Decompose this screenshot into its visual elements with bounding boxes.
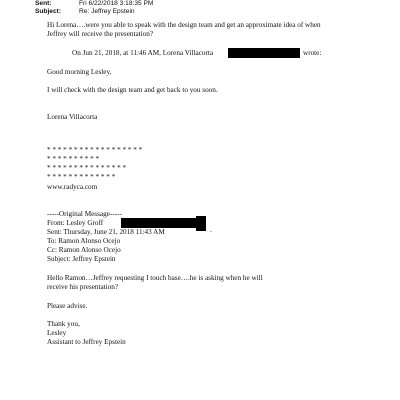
- original-from: From: Lesley Groff: [47, 219, 104, 227]
- original-body-line-2: receive his presentation?: [47, 283, 119, 291]
- body-line-2: Jeffrey will receive the presentation?: [47, 30, 154, 38]
- sent-label: Sent:: [35, 0, 52, 7]
- original-sent: Sent: Thursday, June 21, 2018 11:43 AM: [47, 228, 165, 236]
- original-subject: Subject: Jeffrey Epstein: [47, 255, 116, 263]
- original-body-line-1: Hello Ramon…Jeffrey requesting I touch base….he is asking when he will: [47, 274, 263, 282]
- signer-name: Lorena Villacorta: [47, 113, 98, 121]
- original-cc: Cc: Ramon Alonso Ocejo: [47, 246, 121, 254]
- star-line-1: * * * * * * * * * * * * * * * * * *: [47, 146, 143, 154]
- stray-mark: .: [210, 226, 212, 234]
- reply-text: I will check with the design team and get back to you soon.: [47, 86, 218, 94]
- subject-header-row: [35, 7, 135, 16]
- redaction-from-end: [196, 216, 206, 231]
- quote-intro: On Jun 21, 2018, at 11:46 AM, Lorena Villacorta: [72, 49, 214, 57]
- original-message-title: -----Original Message-----: [47, 210, 122, 218]
- sent-value: Fri 6/22/2018 3:18:35 PM: [79, 0, 154, 7]
- original-to: To: Ramon Alonso Ocejo: [47, 237, 121, 245]
- star-line-2: * * * * * * * * * *: [47, 155, 100, 163]
- website-link[interactable]: www.radyca.com: [47, 183, 98, 191]
- closing-name: Lesley: [47, 329, 67, 337]
- star-line-3: * * * * * * * * * * * * * * *: [47, 164, 127, 172]
- star-line-4: * * * * * * * * * * * * *: [47, 173, 116, 181]
- please-advise: Please advise.: [47, 302, 88, 310]
- redaction-email: [228, 48, 300, 58]
- subject-value: Re: Jeffrey Epstein: [79, 8, 135, 15]
- closing-role: Assistant to Jeffrey Epstein: [47, 338, 126, 346]
- redaction-from: [121, 218, 201, 228]
- subject-label: Subject:: [35, 8, 62, 15]
- closing: Thank you,: [47, 320, 80, 328]
- greeting: Good morning Lesley,: [47, 68, 112, 76]
- body-line-1: Hi Lorena….were you able to speak with the design team and get an approximate idea of when: [47, 21, 321, 29]
- quote-intro-wrote: wrote:: [303, 49, 322, 57]
